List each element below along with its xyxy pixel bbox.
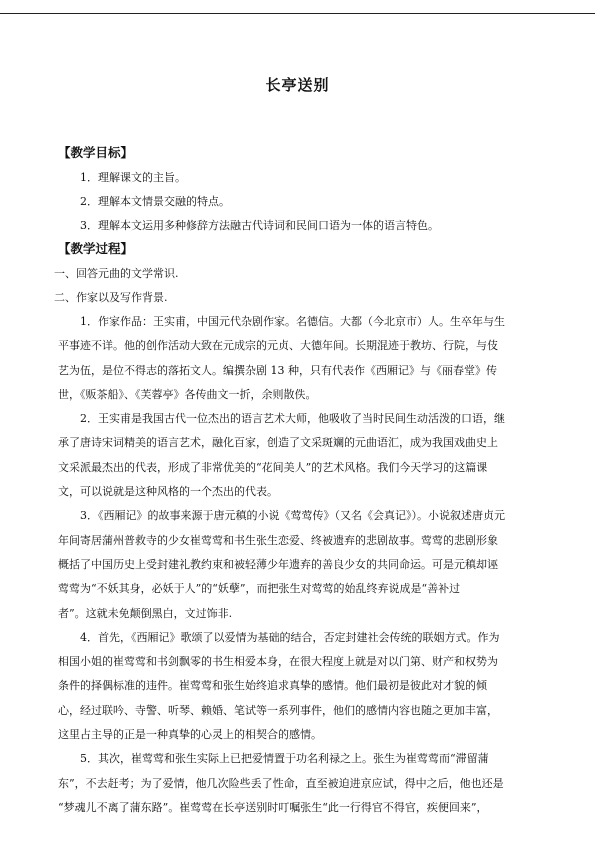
paragraph-line: 文采派最杰出的代表，形成了非常优美的“花间美人”的艺术风格。我们今天学习的这篇课 <box>58 460 488 474</box>
header-rule <box>0 13 595 14</box>
paragraph-line: 世，《贩茶船》、《芙蓉亭》各传曲文一折，余则散佚。 <box>58 387 317 401</box>
paragraph-line: 3．《西厢记》的故事来源于唐元稹的小说《莺莺传》（又名《会真记》）。小说叙述唐贞元 <box>80 509 505 523</box>
paragraph-line: 年间寄居蒲州普救寺的少女崔莺莺和书生张生恋爱、终被遗弃的悲剧故事。莺莺的悲剧形象 <box>58 533 498 547</box>
paragraph-line: 艺为伍，是位不得志的落拓文人。编撰杂剧 13 种，只有代表作《西厢记》与《丽春堂》传 <box>58 363 497 377</box>
step-item: 二、作家以及写作背景. <box>54 291 168 304</box>
paragraph-line: 5．其次，崔莺莺和张生实际上已把爱情置于功名利禄之上。张生为崔莺莺而“滞留蒲 <box>80 752 489 766</box>
paragraph-4 <box>58 626 538 747</box>
step-item: 一、回答元曲的文学常识. <box>54 267 179 280</box>
paragraph-1 <box>58 310 538 407</box>
paragraph-line: 条件的择偶标准的违件。崔莺莺和张生始终追求真挚的感情。他们最初是彼此对才貌的倾 <box>58 679 487 693</box>
document-title: 长亭送别 <box>265 76 330 94</box>
paragraph-line: 承了唐诗宋词精美的语言艺术，融化百家，创造了文采斑斓的元曲语汇，成为我国戏曲史上 <box>58 436 498 450</box>
paragraph-line: 莺莺为“不妖其身，必妖于人”的“妖孽”，而把张生对莺莺的始乱终弃说成是“善补过 <box>58 582 461 596</box>
paragraph-line: 这里占主导的正是一种真挚的心灵上的相契合的感情。 <box>58 728 322 742</box>
paragraph-line: 东”，不去赶考；为了爱情，他几次险些丢了性命，直至被迫进京应试，得中之后，他也还是 <box>58 776 504 790</box>
paragraph-line: 相国小姐的崔莺莺和书剑飘零的书生相爱本身，在很大程度上就是对以门第、财产和权势为 <box>58 655 498 669</box>
paragraph-line: 平事迹不详。他的创作活动大致在元成宗的元贞、大德年间。长期混迹于教坊、行院，与伎 <box>58 339 498 353</box>
paragraph-2 <box>58 407 538 504</box>
paragraph-line: “梦魂儿不离了蒲东路”。崔莺莺在长亭送别时叮嘱张生“此一行得官不得官，疾便回来”， <box>58 800 488 814</box>
paragraph-line: 1．作家作品：王实甫，中国元代杂剧作家。名德信。大都（今北京市）人。生卒年与生 <box>80 315 505 328</box>
process-heading: 【教学过程】 <box>58 241 134 256</box>
paragraph-3 <box>58 504 538 625</box>
paragraph-line: 文，可以说就是这种风格的一个杰出的代表。 <box>58 485 278 499</box>
paragraph-line: 4．首先，《西厢记》歌颂了以爱情为基础的结合，否定封建社会传统的联姻方式。作为 <box>80 630 500 644</box>
paragraph-line: 心，经过联吟、寺警、听琴、赖婚、笔试等一系列事件，他们的感情内容也随之更加丰富， <box>58 703 498 717</box>
paragraph-line: 2．王实甫是我国古代一位杰出的语言艺术大师，他吸收了当时民间生动活泼的口语，继 <box>80 412 505 426</box>
goal-item: 1．理解课文的主旨。 <box>80 171 186 184</box>
paragraph-line: 概括了中国历史上受封建礼教约束和被轻薄少年遗弃的善良少女的共同命运。可是元稹却诬 <box>58 557 498 571</box>
document-body <box>54 144 538 820</box>
goal-item: 2．理解本文情景交融的特点。 <box>80 195 230 208</box>
paragraph-line: 者”。这就未免颠倒黑白，文过饰非. <box>58 606 233 620</box>
goals-heading: 【教学目标】 <box>58 145 134 160</box>
goal-item: 3．理解本文运用多种修辞方法融古代诗词和民间口语为一体的语言特色。 <box>80 219 439 232</box>
paragraph-5 <box>58 747 538 820</box>
